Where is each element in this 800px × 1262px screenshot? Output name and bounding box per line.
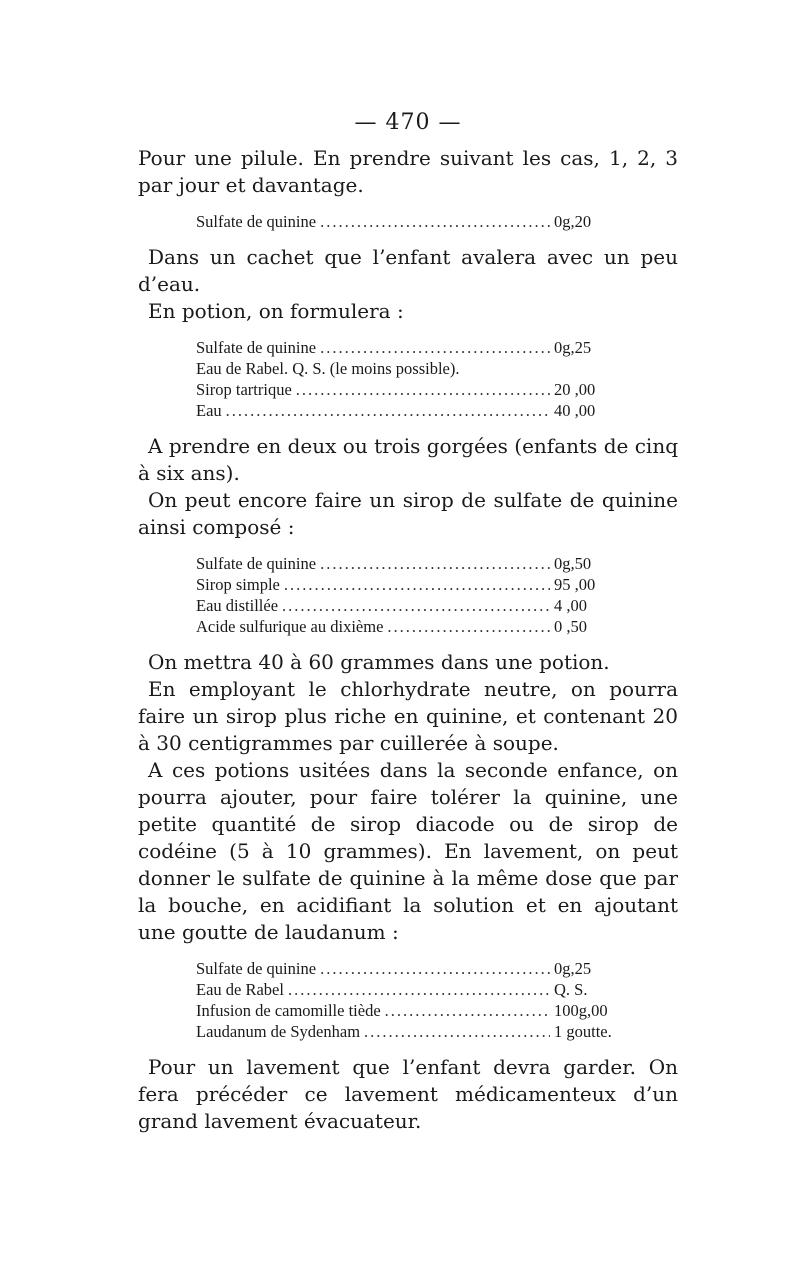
- ingredient-quantity: 0g,25: [554, 959, 592, 978]
- formula-row: [196, 379, 616, 400]
- ingredient-name: Sulfate de quinine: [196, 959, 317, 978]
- ingredient-quantity: 0g,50: [554, 554, 592, 573]
- leader-dots: [364, 1021, 550, 1042]
- ingredient-quantity: 0g,25: [554, 338, 592, 357]
- formula-row: [196, 400, 616, 421]
- leader-dots: [296, 379, 550, 400]
- ingredient-quantity: 0 ,50: [554, 617, 587, 636]
- ingredient-quantity: 100g,00: [554, 1001, 608, 1020]
- formula-row: [196, 211, 616, 232]
- leader-dots: [320, 958, 550, 979]
- formula-row: [196, 1021, 616, 1042]
- formula-row: [196, 553, 616, 574]
- ingredient-name: Acide sulfurique au dixième: [196, 617, 384, 636]
- leader-dots: [320, 337, 550, 358]
- paragraph-dose: A prendre en deux ou trois gorgées (enfants de cinq à six ans).: [138, 434, 678, 485]
- paragraph-cachet: Dans un cachet que l’enfant avalera avec un peu d’eau.: [138, 245, 678, 296]
- paragraph-chlorhydrate: En employant le chlorhydrate neutre, on pourra faire un sirop plus riche en quinine, et contenant 20 à 30 centigrammes par cuillerée à soupe.: [138, 677, 678, 755]
- book-page: [138, 110, 678, 1135]
- leader-dots: [282, 595, 550, 616]
- paragraph-pilule: Pour une pilule. En prendre suivant les cas, 1, 2, 3 par jour et davantage.: [138, 146, 678, 197]
- leader-dots: [320, 211, 550, 232]
- paragraph-potion-intro: En potion, on formulera :: [148, 299, 404, 323]
- ingredient-name: Infusion de camomille tiède: [196, 1001, 381, 1020]
- ingredient-name: Sulfate de quinine: [196, 338, 317, 357]
- ingredient-name: Eau distillée: [196, 596, 279, 615]
- leader-dots: [385, 1000, 550, 1021]
- ingredient-quantity: 20 ,00: [554, 380, 596, 399]
- ingredient-quantity: 1 goutte.: [554, 1022, 612, 1041]
- formula-row: [196, 337, 616, 358]
- page-number: — 470 —: [354, 110, 462, 135]
- formula-row: [196, 595, 616, 616]
- ingredient-quantity: 95 ,00: [554, 575, 596, 594]
- ingredient-name: Eau de Rabel. Q. S. (le moins possible).: [196, 359, 460, 378]
- leader-dots: [226, 400, 550, 421]
- paragraph-lavement-intro: A ces potions usitées dans la seconde enfance, on pourra ajouter, pour faire tolérer la quinine, une petite quantité de sirop diacode ou de sirop de codéine (5 à 10 grammes). En lavement, on peut donner le sulfate de quinine à la même dose que par la bouche, en acidifiant la solution et en ajoutant une goutte de laudanum :: [138, 758, 678, 944]
- leader-dots: [387, 616, 550, 637]
- formula-row: [196, 574, 616, 595]
- formula-row: [196, 1000, 616, 1021]
- formula-lavement: [196, 958, 616, 1042]
- formula-row: [196, 979, 616, 1000]
- formula-potion: [196, 337, 616, 421]
- leader-dots: [320, 553, 550, 574]
- paragraph-conclusion: Pour un lavement que l’enfant devra garder. On fera précéder ce lavement médicamenteux d’un grand lavement évacuateur.: [138, 1055, 678, 1133]
- formula-row: [196, 958, 616, 979]
- ingredient-name: Laudanum de Sydenham: [196, 1022, 361, 1041]
- ingredient-quantity: 0g,20: [554, 212, 592, 231]
- ingredient-name: Eau: [196, 401, 222, 420]
- ingredient-quantity: 40 ,00: [554, 401, 596, 420]
- paragraph-grammes: On mettra 40 à 60 grammes dans une potion.: [148, 650, 610, 674]
- leader-dots: [288, 979, 550, 1000]
- formula-row: [196, 616, 616, 637]
- leader-dots: [284, 574, 550, 595]
- ingredient-name: Sirop simple: [196, 575, 280, 594]
- ingredient-name: Sirop tartrique: [196, 380, 292, 399]
- formula-cachet: [196, 211, 616, 232]
- formula-row: [196, 358, 616, 379]
- paragraph-sirop-intro: On peut encore faire un sirop de sulfate de quinine ainsi composé :: [138, 488, 678, 539]
- ingredient-name: Eau de Rabel: [196, 980, 284, 999]
- ingredient-quantity: 4 ,00: [554, 596, 587, 615]
- formula-sirop: [196, 553, 616, 637]
- ingredient-name: Sulfate de quinine: [196, 554, 317, 573]
- ingredient-quantity: Q. S.: [554, 980, 588, 999]
- ingredient-name: Sulfate de quinine: [196, 212, 317, 231]
